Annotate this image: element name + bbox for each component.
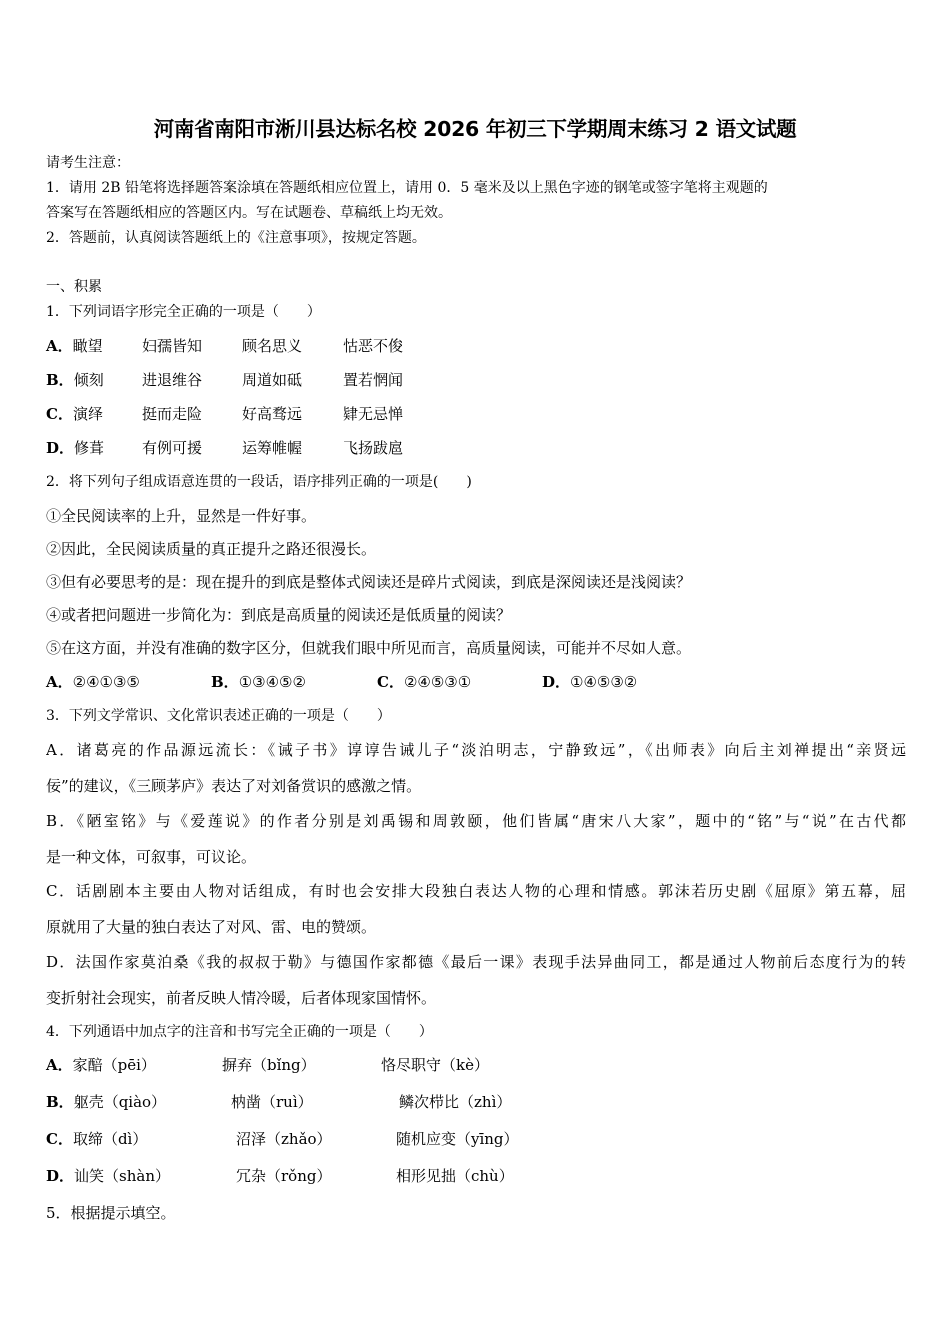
option-word: 相形见拙（chù） bbox=[396, 1167, 514, 1185]
option-line: B．《陋室铭》与《爱莲说》的作者分别是刘禹锡和周敦颐，他们皆属“唐宋八大家”，题中的“铭”与“说”在古代都 bbox=[46, 812, 906, 830]
option-word: 挺而走险 bbox=[142, 405, 203, 423]
option-word: 置若惘闻 bbox=[343, 371, 404, 389]
option-label: C． bbox=[377, 673, 404, 691]
q2-sentence-2: ②因此，全民阅读质量的真正提升之路还很漫长。 bbox=[46, 540, 377, 558]
q2-stem: 2．将下列句子组成语意连贯的一段话，语序排列正确的一项是( ) bbox=[46, 474, 472, 490]
option-label: D． bbox=[542, 673, 571, 691]
option-label: D． bbox=[46, 439, 75, 457]
option-label: B． bbox=[46, 371, 74, 389]
option-word: 躯壳（qiào） bbox=[73, 1093, 167, 1111]
page-title: 河南省南阳市淅川县达标名校 2026 年初三下学期周末练习 2 语文试题 bbox=[153, 117, 797, 141]
option-line: 变折射社会现实，前者反映人情冷暖，后者体现家国情怀。 bbox=[46, 989, 437, 1007]
q3-stem: 3．下列文学常识、文化常识表述正确的一项是（ ） bbox=[46, 708, 391, 724]
option-label: C． bbox=[46, 405, 73, 423]
notice-line-2: 2．答题前，认真阅读答题纸上的《注意事项》，按规定答题。 bbox=[46, 230, 426, 246]
option-label: A． bbox=[46, 673, 73, 691]
option-text: ②④①③⑤ bbox=[72, 673, 140, 691]
notice-line-1a: 1．请用 2B 铅笔将选择题答案涂填在答题纸相应位置上，请用 0．5 毫米及以上黑色字迹的钢笔或签字笔将主观题的 bbox=[46, 180, 768, 196]
option-line: 是一种文体，可叙事，可议论。 bbox=[46, 848, 257, 866]
section-heading: 一、积累 bbox=[46, 279, 102, 295]
option-label: B． bbox=[211, 673, 239, 691]
option-word: 顾名思义 bbox=[242, 337, 303, 355]
option-word: 演绎 bbox=[72, 405, 103, 423]
option-text: ②④⑤③① bbox=[403, 673, 472, 691]
notice-line-1b: 答案写在答题纸相应的答题区内。写在试题卷、草稿纸上均无效。 bbox=[46, 205, 452, 221]
q5-stem: 5．根据提示填空。 bbox=[46, 1204, 176, 1222]
option-word: 运筹帷幄 bbox=[242, 439, 303, 457]
option-word: 肄无忌惮 bbox=[343, 405, 404, 423]
option-word: 倾刻 bbox=[73, 371, 104, 389]
option-word: 好高骛远 bbox=[242, 405, 303, 423]
option-word: 随机应变（yīng） bbox=[396, 1130, 519, 1148]
q2-option-c[interactable] bbox=[377, 672, 471, 692]
option-word: 飞扬跋扈 bbox=[343, 439, 404, 457]
option-word: 修葺 bbox=[74, 439, 105, 457]
q1-stem: 1．下列词语字形完全正确的一项是（ ） bbox=[46, 304, 321, 320]
option-line: D．法国作家莫泊桑《我的叔叔于勒》与德国作家都德《最后一课》表现手法异曲同工，都是通过人物前后态度行为的转 bbox=[46, 953, 906, 971]
option-word: 瞰望 bbox=[72, 337, 103, 355]
notice-heading: 请考生注意： bbox=[46, 155, 130, 171]
option-word: 冗杂（rǒng） bbox=[236, 1167, 332, 1185]
option-word: 进退维谷 bbox=[142, 371, 203, 389]
q4-stem: 4．下列通语中加点字的注音和书写完全正确的一项是（ ） bbox=[46, 1024, 433, 1040]
option-word: 取缔（dì） bbox=[72, 1130, 148, 1148]
option-line: A．诸葛亮的作品源远流长：《诫子书》谆谆告诫儿子“淡泊明志，宁静致远”，《出师表》向后主刘禅提出“亲贤远 bbox=[46, 741, 906, 759]
option-line: 原就用了大量的独白表达了对风、雷、电的赞颂。 bbox=[46, 918, 377, 936]
q2-option-a[interactable] bbox=[46, 672, 140, 692]
option-word: 家醅（pēi） bbox=[72, 1056, 156, 1074]
q2-sentence-3: ③但有必要思考的是：现在提升的到底是整体式阅读还是碎片式阅读，到底是深阅读还是浅阅读？ bbox=[46, 573, 692, 591]
option-line: 佞”的建议，《三顾茅庐》表达了对刘备赏识的感激之情。 bbox=[46, 777, 422, 795]
q2-option-d[interactable] bbox=[542, 672, 637, 692]
option-text: ①④⑤③② bbox=[570, 673, 638, 691]
option-label: D． bbox=[46, 1167, 75, 1185]
q2-option-b[interactable] bbox=[211, 672, 306, 692]
option-word: 鳞次栉比（zhì） bbox=[399, 1093, 512, 1111]
option-line: C．话剧剧本主要由人物对话组成，有时也会安排大段独白表达人物的心理和情感。郭沫若历史剧《屈原》第五幕，屈 bbox=[46, 882, 906, 900]
option-word: 枘凿（ruì） bbox=[231, 1093, 313, 1111]
option-label: A． bbox=[46, 1056, 73, 1074]
option-word: 周道如砥 bbox=[242, 371, 303, 389]
q2-sentence-1: ①全民阅读率的上升，显然是一件好事。 bbox=[46, 507, 317, 525]
q2-sentence-5: ⑤在这方面，并没有准确的数字区分，但就我们眼中所见而言，高质量阅读，可能并不尽如人意。 bbox=[46, 639, 692, 657]
option-label: A． bbox=[46, 337, 73, 355]
option-word: 妇孺皆知 bbox=[142, 337, 203, 355]
option-word: 摒弃（bǐng） bbox=[222, 1056, 316, 1074]
option-word: 沼泽（zhǎo） bbox=[236, 1130, 332, 1148]
option-label: B． bbox=[46, 1093, 74, 1111]
option-text: ①③④⑤② bbox=[238, 673, 306, 691]
option-word: 有例可援 bbox=[142, 439, 203, 457]
option-word: 讪笑（shàn） bbox=[74, 1167, 170, 1185]
q2-sentence-4: ④或者把问题进一步简化为：到底是高质量的阅读还是低质量的阅读？ bbox=[46, 606, 512, 624]
option-word: 怙恶不俊 bbox=[343, 337, 404, 355]
option-label: C． bbox=[46, 1130, 73, 1148]
option-word: 恪尽职守（kè） bbox=[381, 1056, 489, 1074]
